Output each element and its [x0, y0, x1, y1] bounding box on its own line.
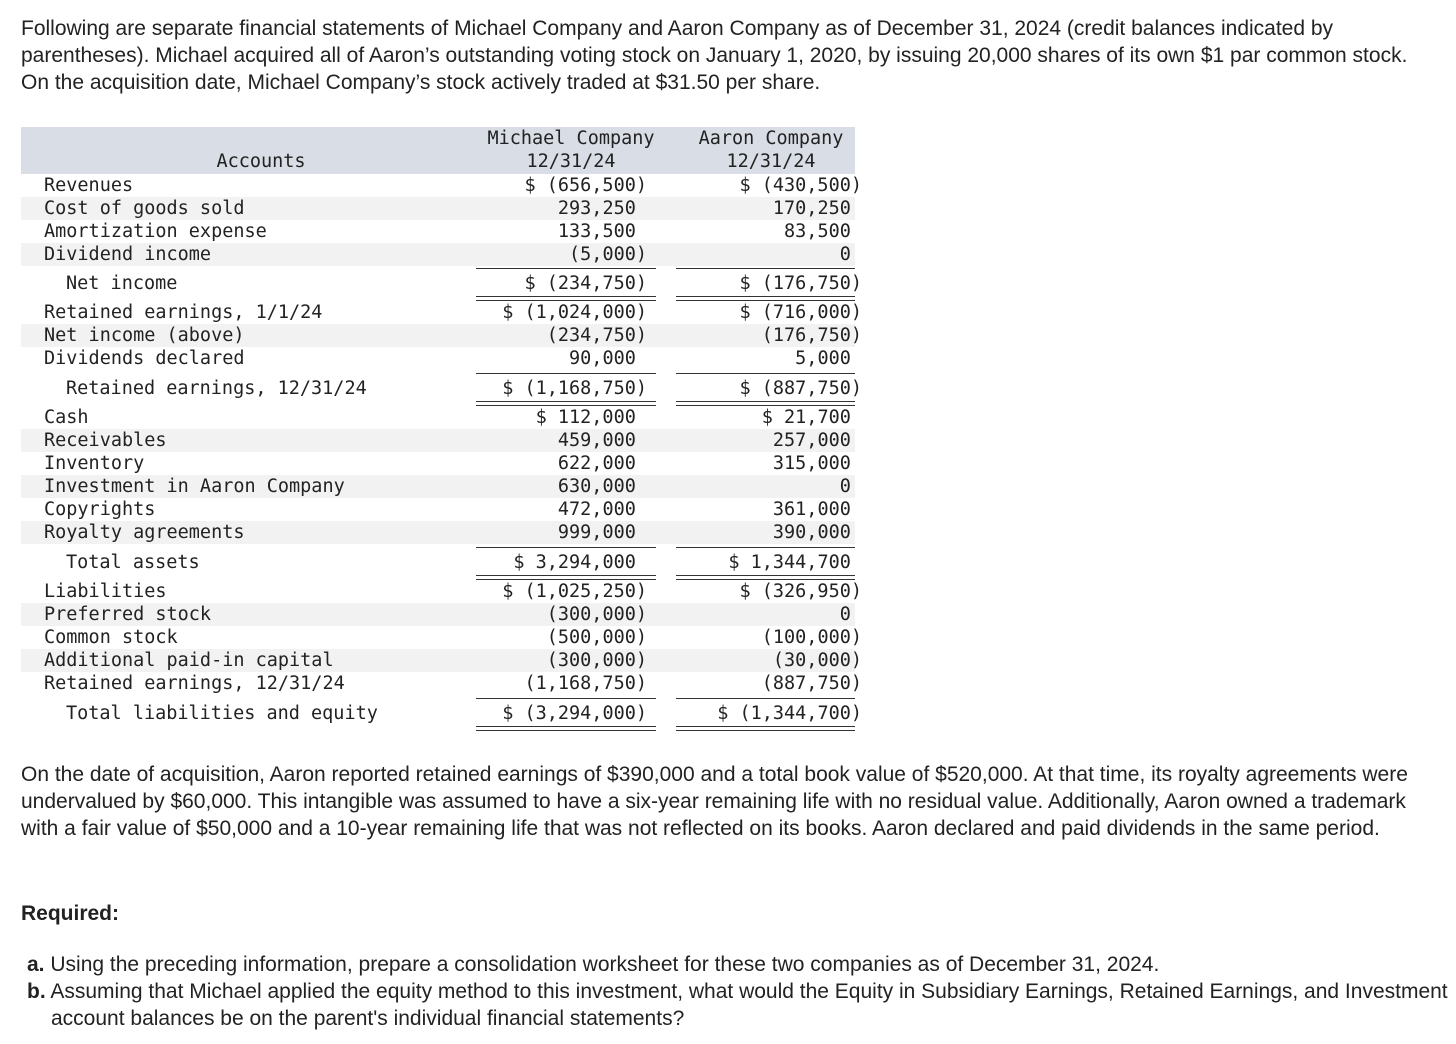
- subtotal-line: [676, 268, 855, 269]
- account-name: Additional paid-in capital: [44, 650, 334, 671]
- table-header: [21, 127, 855, 174]
- aaron-value: 0: [839, 476, 862, 497]
- michael-value: 90,000: [569, 348, 647, 369]
- aaron-value: 361,000: [772, 499, 862, 520]
- table-row: [21, 243, 862, 266]
- michael-value: 622,000: [557, 453, 647, 474]
- required-heading: Required:: [21, 902, 120, 925]
- table-row: [21, 324, 862, 347]
- aaron-value: 0: [839, 244, 862, 265]
- aaron-value: 0: [839, 604, 862, 625]
- table-row: [21, 377, 862, 400]
- michael-value: $ (1,025,250): [502, 581, 647, 602]
- aaron-value: $ (430,500): [739, 175, 862, 196]
- table-row: [21, 626, 862, 649]
- michael-value: 133,500: [557, 221, 647, 242]
- table-row: [21, 475, 862, 498]
- total-double-line: [476, 726, 656, 731]
- michael-value: 459,000: [557, 430, 647, 451]
- account-name: Liabilities: [44, 581, 167, 602]
- michael-value: (300,000): [546, 650, 647, 671]
- aaron-value: $ 21,700: [761, 407, 862, 428]
- account-name: Retained earnings, 1/1/24: [44, 302, 323, 323]
- table-row: [21, 429, 862, 452]
- michael-value: (500,000): [546, 627, 647, 648]
- table-row: [21, 452, 862, 475]
- michael-value: (1,168,750): [524, 673, 647, 694]
- aaron-value: $ (1,344,700): [717, 703, 862, 724]
- account-name: Total liabilities and equity: [66, 703, 378, 724]
- header-accounts: Accounts: [216, 151, 306, 172]
- aaron-value: 315,000: [772, 453, 862, 474]
- michael-value: (234,750): [546, 325, 647, 346]
- michael-value: $ (1,168,750): [502, 378, 647, 399]
- subtotal-line: [676, 698, 855, 699]
- aaron-value: (100,000): [761, 627, 862, 648]
- table-row: [21, 521, 862, 544]
- aaron-value: $ (716,000): [739, 302, 862, 323]
- table-row: [21, 580, 862, 603]
- michael-value: $ (3,294,000): [502, 703, 647, 724]
- account-name: Inventory: [44, 453, 145, 474]
- question-a: [27, 951, 1427, 978]
- header-michael-date: 12/31/24: [526, 151, 616, 172]
- michael-value: $ 112,000: [535, 407, 647, 428]
- aaron-value: $ (176,750): [739, 273, 862, 294]
- table-row: [21, 197, 862, 220]
- aaron-value: $ (887,750): [739, 378, 862, 399]
- total-double-line: [676, 726, 855, 731]
- table-row: [21, 174, 862, 197]
- account-name: Net income (above): [44, 325, 245, 346]
- account-name: Copyrights: [44, 499, 156, 520]
- account-name: Dividends declared: [44, 348, 245, 369]
- account-name: Retained earnings, 12/31/24: [44, 673, 345, 694]
- table-row: [21, 672, 862, 695]
- aaron-value: 5,000: [795, 348, 862, 369]
- table-row: [21, 406, 862, 429]
- table-row: [21, 603, 862, 626]
- table-row: [21, 220, 862, 243]
- aaron-value: 83,500: [784, 221, 862, 242]
- account-name: Investment in Aaron Company: [44, 476, 345, 497]
- subtotal-line: [476, 698, 656, 699]
- table-row: [21, 272, 862, 295]
- table-row: [21, 347, 862, 370]
- michael-value: 293,250: [557, 198, 647, 219]
- michael-value: (5,000): [569, 244, 647, 265]
- table-row: [21, 498, 862, 521]
- table-row: [21, 551, 862, 574]
- aaron-value: 170,250: [772, 198, 862, 219]
- account-name: Royalty agreements: [44, 522, 245, 543]
- table-row: [21, 649, 862, 672]
- header-aaron-date: 12/31/24: [726, 151, 816, 172]
- subtotal-line: [676, 373, 855, 374]
- account-name: Cash: [44, 407, 89, 428]
- question-a-text: Using the preceding information, prepare a consolidation worksheet for these two companies as of December 31, 2024.: [50, 953, 1160, 976]
- aaron-value: $ (326,950): [739, 581, 862, 602]
- account-name: Preferred stock: [44, 604, 212, 625]
- aaron-value: (176,750): [761, 325, 862, 346]
- account-name: Dividend income: [44, 244, 212, 265]
- table-row: [21, 702, 862, 725]
- header-michael-name: Michael Company: [487, 128, 655, 149]
- aaron-value: 257,000: [772, 430, 862, 451]
- michael-value: 999,000: [557, 522, 647, 543]
- account-name: Total assets: [66, 552, 200, 573]
- acquisition-note-paragraph: On the date of acquisition, Aaron reported retained earnings of $390,000 and a total book value of $520,000. At that time, its royalty agreements were undervalued by $60,000. This intangible was assumed to have a six-year remaining life with no residual value. Additionally, Aaron owned a trademark with a fair value of $50,000 and a 10-year remaining life that was not reflected on its books. Aaron declared and paid dividends in the same period.: [21, 763, 1408, 840]
- michael-value: $ (1,024,000): [502, 302, 647, 323]
- intro-paragraph: Following are separate financial statements of Michael Company and Aaron Company as of December 31, 2024 (credit balances indicated by parentheses). Michael acquired all of Aaron’s outstanding voting stock on January 1, 2020, by issuing 20,000 shares of its own $1 par common stock. On the acquisition date, Michael Company’s stock actively traded at $31.50 per share.: [21, 17, 1408, 94]
- subtotal-line: [476, 373, 656, 374]
- aaron-value: (30,000): [772, 650, 862, 671]
- account-name: Net income: [66, 273, 178, 294]
- michael-value: (300,000): [546, 604, 647, 625]
- account-name: Amortization expense: [44, 221, 267, 242]
- michael-value: 472,000: [557, 499, 647, 520]
- account-name: Retained earnings, 12/31/24: [66, 378, 367, 399]
- aaron-value: 390,000: [772, 522, 862, 543]
- account-name: Receivables: [44, 430, 167, 451]
- question-b: [27, 978, 1451, 1032]
- michael-value: 630,000: [557, 476, 647, 497]
- aaron-value: (887,750): [761, 673, 862, 694]
- question-b-text: Assuming that Michael applied the equity method to this investment, what would the Equity in Subsidiary Earnings, Retained Earnings, and Investment account balances be on the parent's individual financial statements?: [50, 980, 1448, 1030]
- michael-value: $ (234,750): [524, 273, 647, 294]
- subtotal-line: [476, 547, 656, 548]
- subtotal-line: [676, 547, 855, 548]
- michael-value: $ (656,500): [524, 175, 647, 196]
- table-row: [21, 301, 862, 324]
- subtotal-line: [476, 268, 656, 269]
- question-a-label: a.: [27, 953, 45, 976]
- account-name: Revenues: [44, 175, 134, 196]
- aaron-value: $ 1,344,700: [728, 552, 862, 573]
- michael-value: $ 3,294,000: [513, 552, 647, 573]
- account-name: Common stock: [44, 627, 178, 648]
- account-name: Cost of goods sold: [44, 198, 245, 219]
- question-b-label: b.: [27, 980, 46, 1003]
- header-aaron-name: Aaron Company: [698, 128, 844, 149]
